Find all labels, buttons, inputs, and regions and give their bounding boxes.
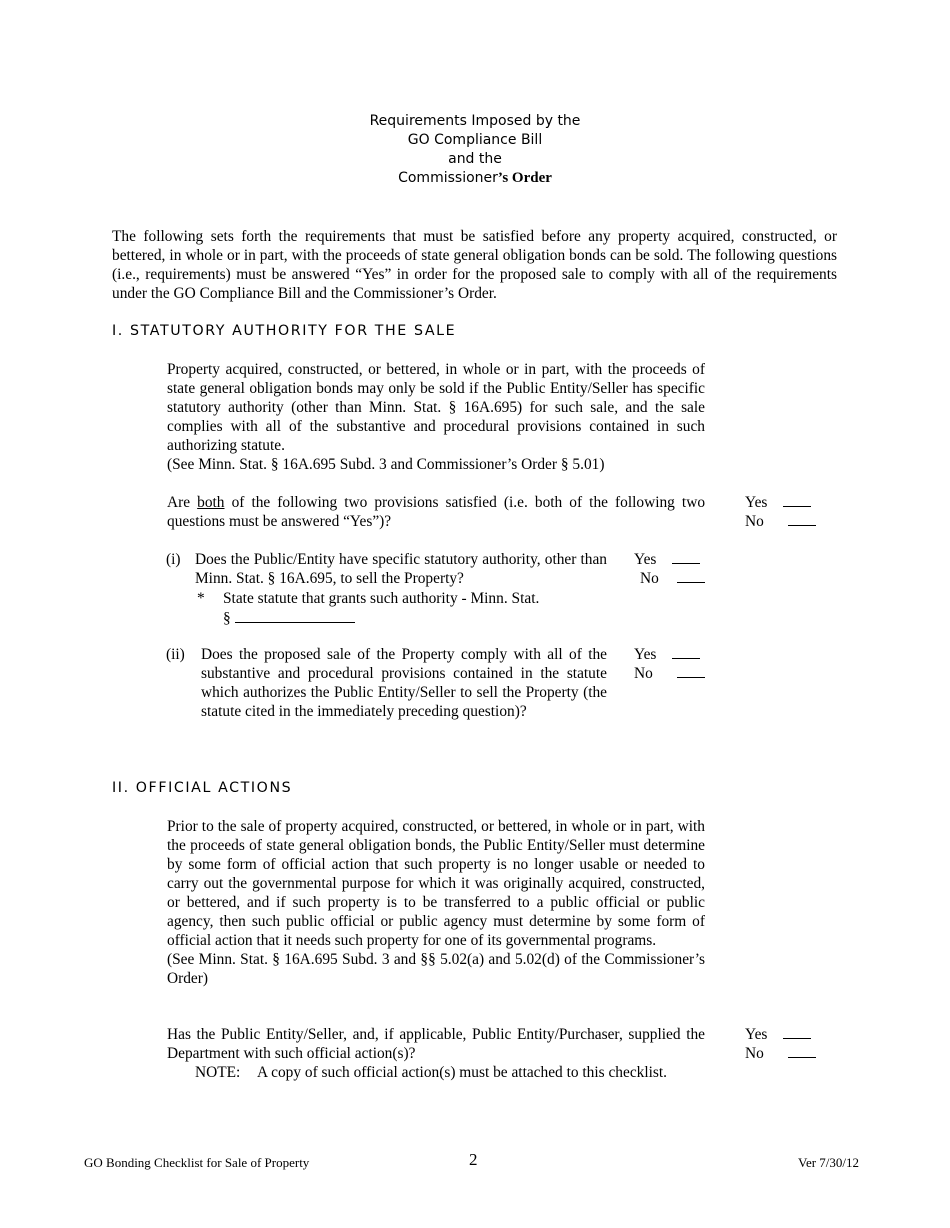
section-2-citation: (See Minn. Stat. § 16A.695 Subd. 3 and §§ 5.02(a) and 5.02(d) of the Commissioner’s Order)	[167, 951, 705, 987]
title-line-1: Requirements Imposed by the	[369, 113, 581, 129]
document-title	[0, 112, 950, 188]
section-1-question-pre: Are	[167, 494, 198, 511]
section-1-no-row	[745, 512, 816, 531]
page-number: 2	[469, 1150, 478, 1169]
section-1-question-post: of the following two provisions satisfied (i.e. both of the following two questions must be answered “Yes”)?	[167, 494, 706, 530]
title-line-4a: Commissioner	[398, 170, 498, 186]
no-answer-blank[interactable]	[788, 513, 816, 526]
title-line-2: GO Compliance Bill	[407, 132, 543, 148]
footer-title: GO Bonding Checklist for Sale of Property	[84, 1155, 310, 1170]
question-i-section-blank	[223, 608, 355, 628]
question-i-statute: State statute that grants such authority - Minn. Stat.	[223, 590, 540, 607]
intro-paragraph: The following sets forth the requirements that must be satisfied before any property acquired, constructed, or bettered, in whole or in part, with the proceeds of state general obligation bonds can be sold. The following questions (i.e., requirements) must be answered “Yes” in order for the proposed sale to comply with all of the requirements under the GO Compliance Bill and the Commissioner’s Order.	[112, 228, 837, 302]
footer-version: Ver 7/30/12	[798, 1155, 860, 1170]
no-label: No	[640, 570, 659, 587]
no-label: No	[745, 1045, 764, 1062]
no-answer-blank[interactable]	[677, 665, 705, 678]
section-1-question	[167, 493, 705, 531]
no-answer-blank[interactable]	[788, 1045, 816, 1058]
yes-label: Yes	[634, 646, 657, 663]
question-i-text: Does the Public/Entity have specific statutory authority, other than Minn. Stat. § 16A.695, to sell the Property?	[195, 551, 607, 587]
question-ii-number: (ii)	[166, 646, 185, 663]
no-label: No	[745, 513, 764, 530]
yes-label: Yes	[634, 551, 657, 568]
title-line-4b: ’s Order	[497, 170, 552, 186]
section-2-paragraph	[167, 817, 705, 988]
section-symbol: §	[223, 610, 231, 627]
section-1-text: Property acquired, constructed, or bettered, in whole or in part, with the proceeds of state general obligation bonds may only be sold if the Public Entity/Seller has specific statutory authority (other than Minn. Stat. § 16A.695) for such sale, and the sale complies with all of the substantive and procedural provisions contained in such authorizing statute.	[167, 361, 705, 454]
question-i-number: (i)	[166, 551, 181, 568]
section-1-heading: I. STATUTORY AUTHORITY FOR THE SALE	[112, 323, 457, 339]
question-ii-yes-row	[634, 645, 700, 664]
section-2-question: Has the Public Entity/Seller, and, if applicable, Public Entity/Purchaser, supplied the Department with such official action(s)?	[167, 1026, 705, 1062]
title-line-4	[0, 169, 950, 188]
yes-answer-blank[interactable]	[783, 494, 811, 507]
section-2-note-label: NOTE:	[195, 1064, 241, 1081]
yes-answer-blank[interactable]	[672, 646, 700, 659]
section-2-heading: II. OFFICIAL ACTIONS	[112, 780, 293, 796]
question-i-no-row	[640, 569, 705, 588]
yes-label: Yes	[745, 494, 768, 511]
title-line-3: and the	[448, 151, 502, 167]
no-label: No	[634, 665, 653, 682]
question-ii-text: Does the proposed sale of the Property comply with all of the substantive and procedural provisions contained in the statute which authorizes the Public Entity/Seller to sell the Property (the statute cited in the immediately preceding question)?	[201, 646, 607, 720]
yes-answer-blank[interactable]	[783, 1026, 811, 1039]
question-i-yes-row	[634, 550, 700, 569]
question-ii-no-row	[634, 664, 705, 683]
section-1-citation: (See Minn. Stat. § 16A.695 Subd. 3 and Commissioner’s Order § 5.01)	[167, 456, 605, 473]
no-answer-blank[interactable]	[677, 570, 705, 583]
statute-blank[interactable]	[235, 608, 355, 623]
section-1-yes-row	[745, 493, 811, 512]
section-2-note: A copy of such official action(s) must be attached to this checklist.	[257, 1064, 668, 1081]
yes-answer-blank[interactable]	[672, 551, 700, 564]
section-2-yes-row	[745, 1025, 811, 1044]
section-2-text: Prior to the sale of property acquired, constructed, or bettered, in whole or in part, with the proceeds of state general obligation bonds, the Public Entity/Seller must determine by some form of official action that such property is no longer usable or needed to carry out the governmental purpose for which it was originally acquired, constructed, or bettered, and if such property is to be transferred to a public official or public agency, then such public official or public agency must determine by some form of official action that it needs such property for one of its governmental programs.	[167, 818, 705, 949]
yes-label: Yes	[745, 1026, 768, 1043]
section-1-question-underlined: both	[197, 494, 225, 511]
section-2-no-row	[745, 1044, 816, 1063]
section-1-paragraph	[167, 360, 705, 474]
question-i-star: *	[197, 590, 205, 607]
